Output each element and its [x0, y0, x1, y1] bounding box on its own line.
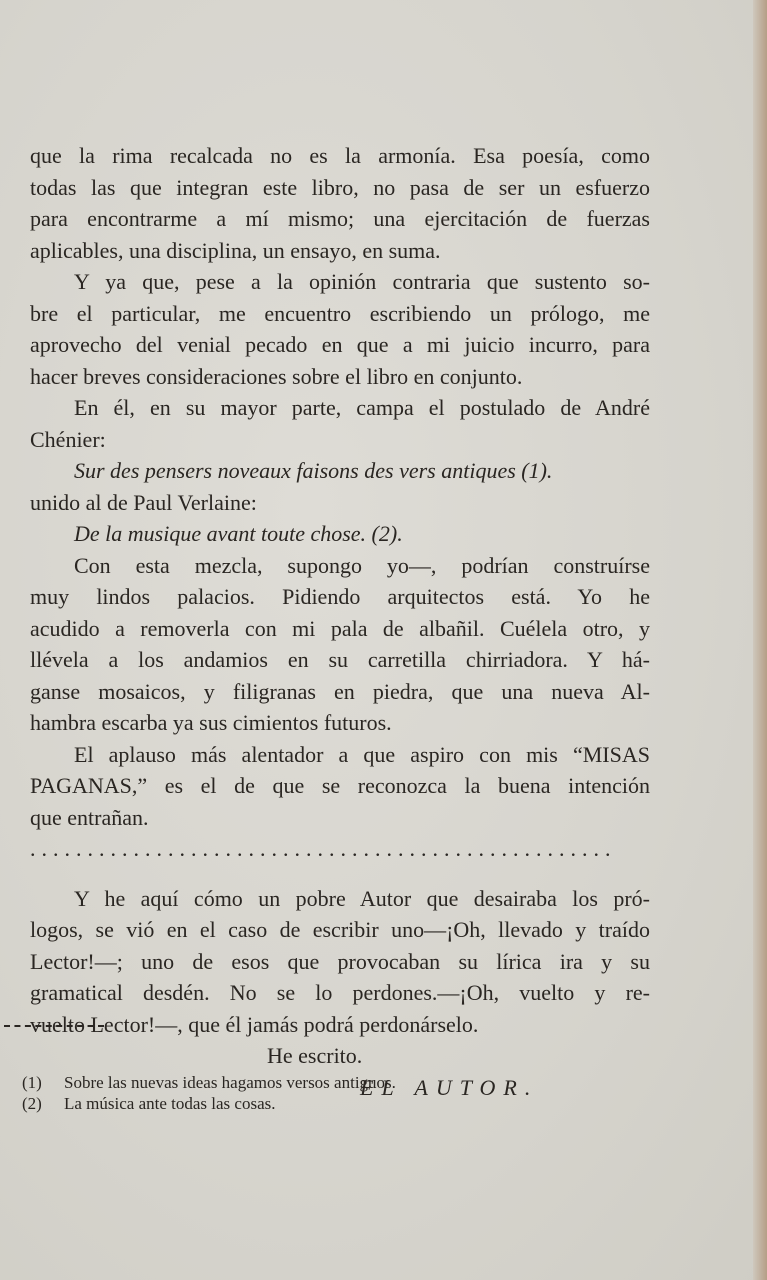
footnote-item: [22, 1072, 622, 1093]
text-line: hacer breves consideraciones sobre el libro en conjunto.: [30, 363, 523, 389]
text-line: unido al de Paul Verlaine:: [30, 489, 257, 515]
text-line: para encontrarme a mí mismo; una ejercitación de fuerzas: [30, 206, 650, 231]
text-line: vuelto Lector!—, que él jamás podrá perdonárselo.: [30, 1011, 479, 1037]
text-line: todas las que integran este libro, no pasa de ser un esfuerzo: [30, 174, 650, 200]
text-line: muy lindos palacios. Pidiendo arquitectos está. Yo he: [30, 584, 650, 609]
footnotes: [22, 1072, 622, 1114]
text-line: hambra escarba ya sus cimientos futuros.: [30, 710, 392, 735]
dotted-separator: ...................................................: [30, 836, 617, 861]
text-line: Y he aquí cómo un pobre Autor que desairaba los pró-: [74, 885, 650, 911]
text-line: Con esta mezcla, supongo yo—, podrían construírse: [74, 552, 650, 578]
text-line: El aplauso más alentador a que aspiro con mis “MISAS: [74, 741, 650, 767]
text-line: llévela a los andamios en su carretilla chirriadora. Y há-: [30, 647, 650, 672]
text-line: Y ya que, pese a la opinión contraria que sustento so-: [74, 269, 650, 294]
text-line: ganse mosaicos, y filigranas en piedra, que una nueva Al-: [30, 678, 650, 704]
text-line: PAGANAS,” es el de que se reconozca la buena intención: [30, 773, 650, 798]
text-line: Chénier:: [30, 426, 106, 452]
footnote-text: La música ante todas las cosas.: [64, 1094, 276, 1113]
quote-line: De la musique avant toute chose. (2).: [74, 521, 403, 546]
footnote-item: [22, 1093, 622, 1114]
footnote-number: (1): [22, 1073, 42, 1092]
page-edge: [753, 0, 767, 1280]
text-line: que la rima recalcada no es la armonía. Esa poesía, como: [30, 143, 650, 168]
spacer: [30, 865, 650, 883]
text-line: aplicables, una disciplina, un ensayo, en suma.: [30, 237, 441, 263]
author-signature: EL AUTOR.: [360, 1074, 539, 1100]
text-line: gramatical desdén. No se lo perdones.—¡Oh, vuelto y re-: [30, 980, 650, 1005]
footnote-rule: [4, 1025, 104, 1027]
closing-line: He escrito.: [267, 1043, 363, 1068]
text-line: Lector!—; uno de esos que provocaban su lírica ira y su: [30, 948, 650, 974]
text-line: acudido a removerla con mi pala de albañil. Cuélela otro, y: [30, 615, 650, 641]
footnote-text: Sobre las nuevas ideas hagamos versos antiguos.: [64, 1073, 396, 1092]
text-line: logos, se vió en el caso de escribir uno—¡Oh, llevado y traído: [30, 917, 650, 942]
text-line: bre el particular, me encuentro escribiendo un prólogo, me: [30, 300, 650, 326]
footnote-number: (2): [22, 1094, 42, 1113]
quote-line: Sur des pensers noveaux faisons des vers antiques (1).: [74, 458, 553, 483]
page-body: [30, 140, 650, 1103]
text-line: que entrañan.: [30, 804, 149, 830]
text-line: aprovecho del venial pecado en que a mi juicio incurro, para: [30, 332, 650, 357]
text-line: En él, en su mayor parte, campa el postulado de André: [74, 395, 650, 420]
